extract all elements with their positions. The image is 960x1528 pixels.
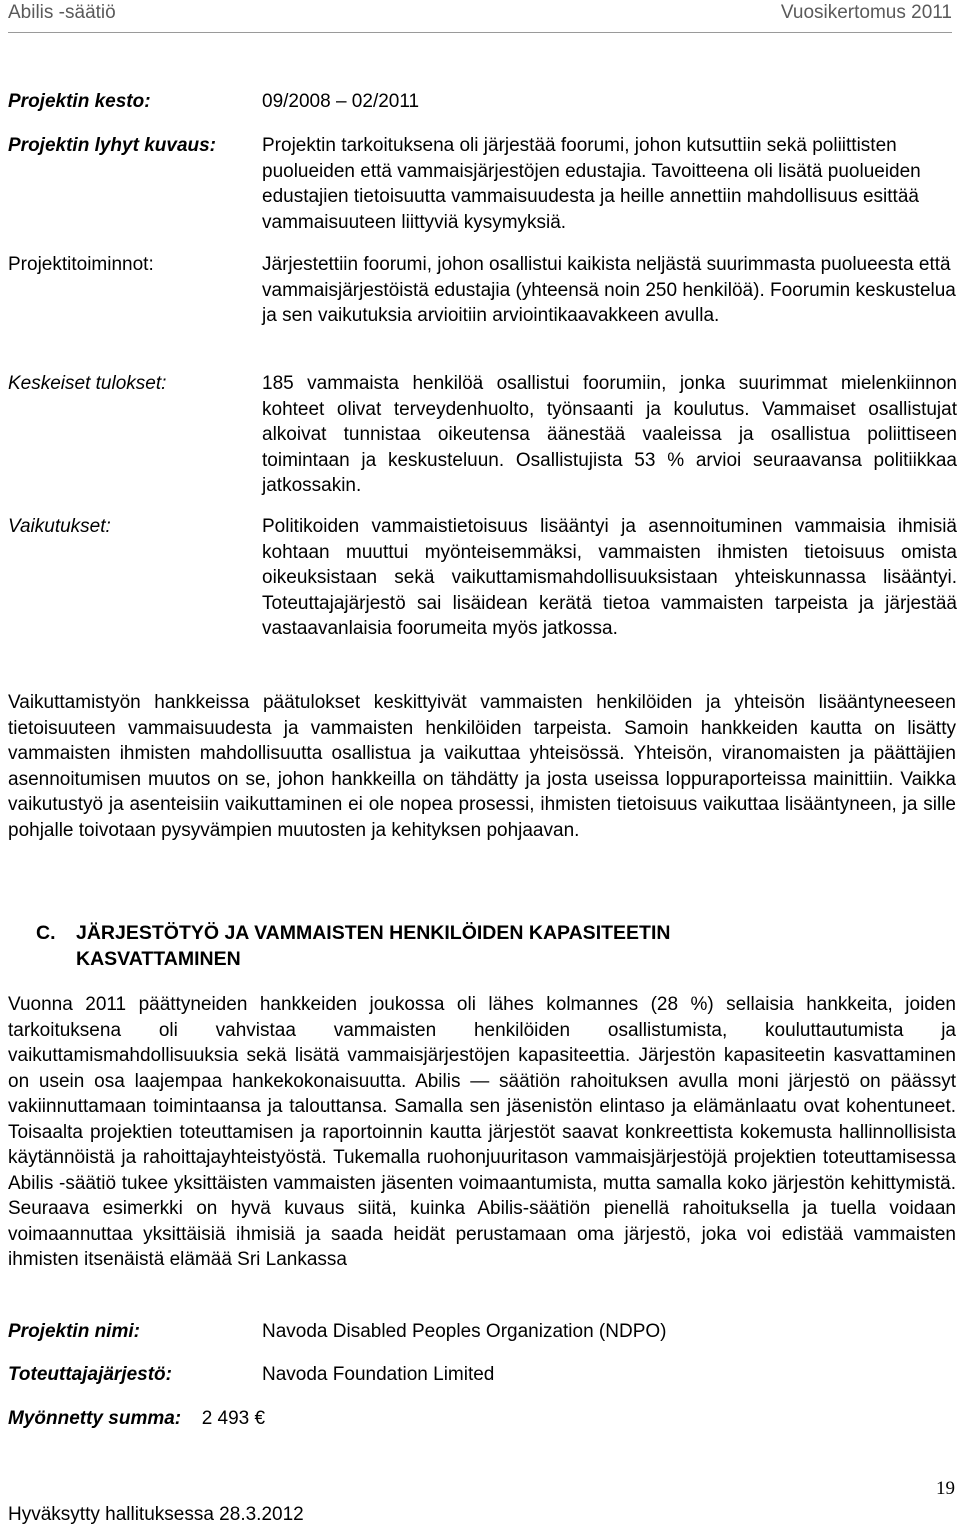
granted-amount-label: Myönnetty summa: xyxy=(8,1408,182,1429)
impacts-value: Politikoiden vammaistietoisuus lisääntyi ja asennoituminen vammaisia ihmisiä kohtaan muuttui myönteisemmäksi, vammaisten ihmisten tietoisuus omista oikeuksistaan sekä vaikuttamismahdollisuuksistaan yhteiskunnassa lisääntyi. Toteuttajajärjestö sai lisäidean kerätä tietoa vammaisten tarpeista ja järjestää vastaavanlaisia foorumeita myös jatkossa. xyxy=(262,516,957,639)
page-number: 19 xyxy=(936,1478,955,1499)
section-number: C. xyxy=(36,922,56,944)
header-organization: Abilis -säätiö xyxy=(8,2,116,23)
duration-value: 09/2008 – 02/2011 xyxy=(262,91,420,112)
key-results-label: Keskeiset tulokset: xyxy=(8,373,167,394)
section-heading xyxy=(8,920,956,972)
implementer-value: Navoda Foundation Limited xyxy=(262,1364,495,1385)
duration-label: Projektin kesto: xyxy=(8,91,151,112)
section-paragraph: Vuonna 2011 päättyneiden hankkeiden joukossa oli lähes kolmannes (28 %) sellaisia hankkeita, joiden tarkoituksena oli vahvistaa vammaisten henkilöiden osallistumista, kouluttautumista ja vaikuttamismahdollisuuksia sekä lisätä vammaisjärjestöjen kapasiteettia. Järjestön kapasiteetin kasvattaminen on usein osa laajempaa hankekokonaisuutta. Abilis — säätiön rahoituksen avulla moni järjestö on päässyt vakiinnuttamaan toimintaansa ja talouttansa. Samalla sen jäsenistön elintaso ja elämänlaatu ovat kohentuneet. Toisaalta projektien toteuttamisen ja raportoinnin kautta järjestöt saavat konkreettista kokemusta hallinnollisista käytännöistä ja rahoittajayhteistyöstä. Tukemalla ruohonjuuritason vammaisjärjestöjä projektien toteuttamisessa Abilis -säätiö tukee yksittäisten vammaisten jäsenten voimaantumista, mutta samalla koko järjestön kehittymistä. Seuraava esimerkki on hyvä kuvaus siitä, kuinka Abilis-säätiön pienellä rahoituksella ja tuella voidaan voimaannuttaa yksittäisiä ihmisiä ja saada heidät perustamaan oma järjestö, joka voi edistää vammaisten ihmisten itsenäistä elämää Sri Lankassa xyxy=(8,994,956,1270)
footer-approval-note: Hyväksytty hallituksessa 28.3.2012 xyxy=(8,1504,304,1525)
implementer-label: Toteuttajajärjestö: xyxy=(8,1364,172,1385)
section-title-line2: KASVATTAMINEN xyxy=(76,948,241,970)
granted-amount-row xyxy=(8,1406,265,1432)
header-divider xyxy=(8,32,952,33)
activities-label: Projektitoiminnot: xyxy=(8,254,154,275)
short-description-label: Projektin lyhyt kuvaus: xyxy=(8,135,217,156)
summary-paragraph: Vaikuttamistyön hankkeissa päätulokset keskittyivät vammaisten henkilöiden ja yhteisön lisääntyneeseen tietoisuuteen vammaisuudesta ja vammaisten henkilöiden tarpeista. Samoin hankkeiden kautta on lisätty vammaisten ihmisten mahdollisuutta osallistua ja vaikuttaa yhteisössä. Yhteisön, viranomaisten ja päättäjien asennoitumisen muutos on se, johon hankkeilla on tähdätty ja josta useissa loppuraporteissa mainittiin. Vaikka vaikutustyö ja asenteisiin vaikuttaminen ei ole nopea prosessi, ihmisten tietoisuus vaikuttaa lisääntyneen, ja sille pohjalle toivotaan pysyvämpien muutosten ja kehityksen pohjaavan. xyxy=(8,692,956,841)
impacts-label: Vaikutukset: xyxy=(8,516,111,537)
page-header xyxy=(8,0,952,30)
granted-amount-value: 2 493 € xyxy=(201,1408,266,1429)
short-description-value: Projektin tarkoituksena oli järjestää foorumi, johon kutsuttiin sekä poliittisten puolueiden että vammaisjärjestöjen edustajia. Tavoitteena oli lisätä puolueiden edustajien tietoisuutta vammaisuudesta ja heille annettiin mahdollisuus esittää vammaisuuteen liittyviä kysymyksiä. xyxy=(262,135,921,233)
section-title-line1: JÄRJESTÖTYÖ JA VAMMAISTEN HENKILÖIDEN KAPASITEETIN xyxy=(76,922,671,944)
project-name-value: Navoda Disabled Peoples Organization (NDPO) xyxy=(262,1321,667,1342)
key-results-value: 185 vammaista henkilöä osallistui foorumiin, jonka suurimmat mielenkiinnon kohteet olivat terveydenhuolto, työnsaanti ja koulutus. Vammaiset osallistujat alkoivat tunnistaa oikeutensa äänestää vaaleissa ja osallistua poliittiseen toimintaan ja keskusteluun. Osallistujista 53 % arvioi seuraavansa politiikkaa jatkossakin. xyxy=(262,373,957,496)
activities-value: Järjestettiin foorumi, johon osallistui kaikista neljästä suurimmasta puolueesta että vammaisjärjestöistä edustajia (yhteensä noin 250 henkilöä). Foorumin keskustelua ja sen vaikutuksia arvioitiin arviointikaavakkeen avulla. xyxy=(262,254,956,326)
project-name-label: Projektin nimi: xyxy=(8,1321,140,1342)
header-report-title: Vuosikertomus 2011 xyxy=(780,2,952,23)
